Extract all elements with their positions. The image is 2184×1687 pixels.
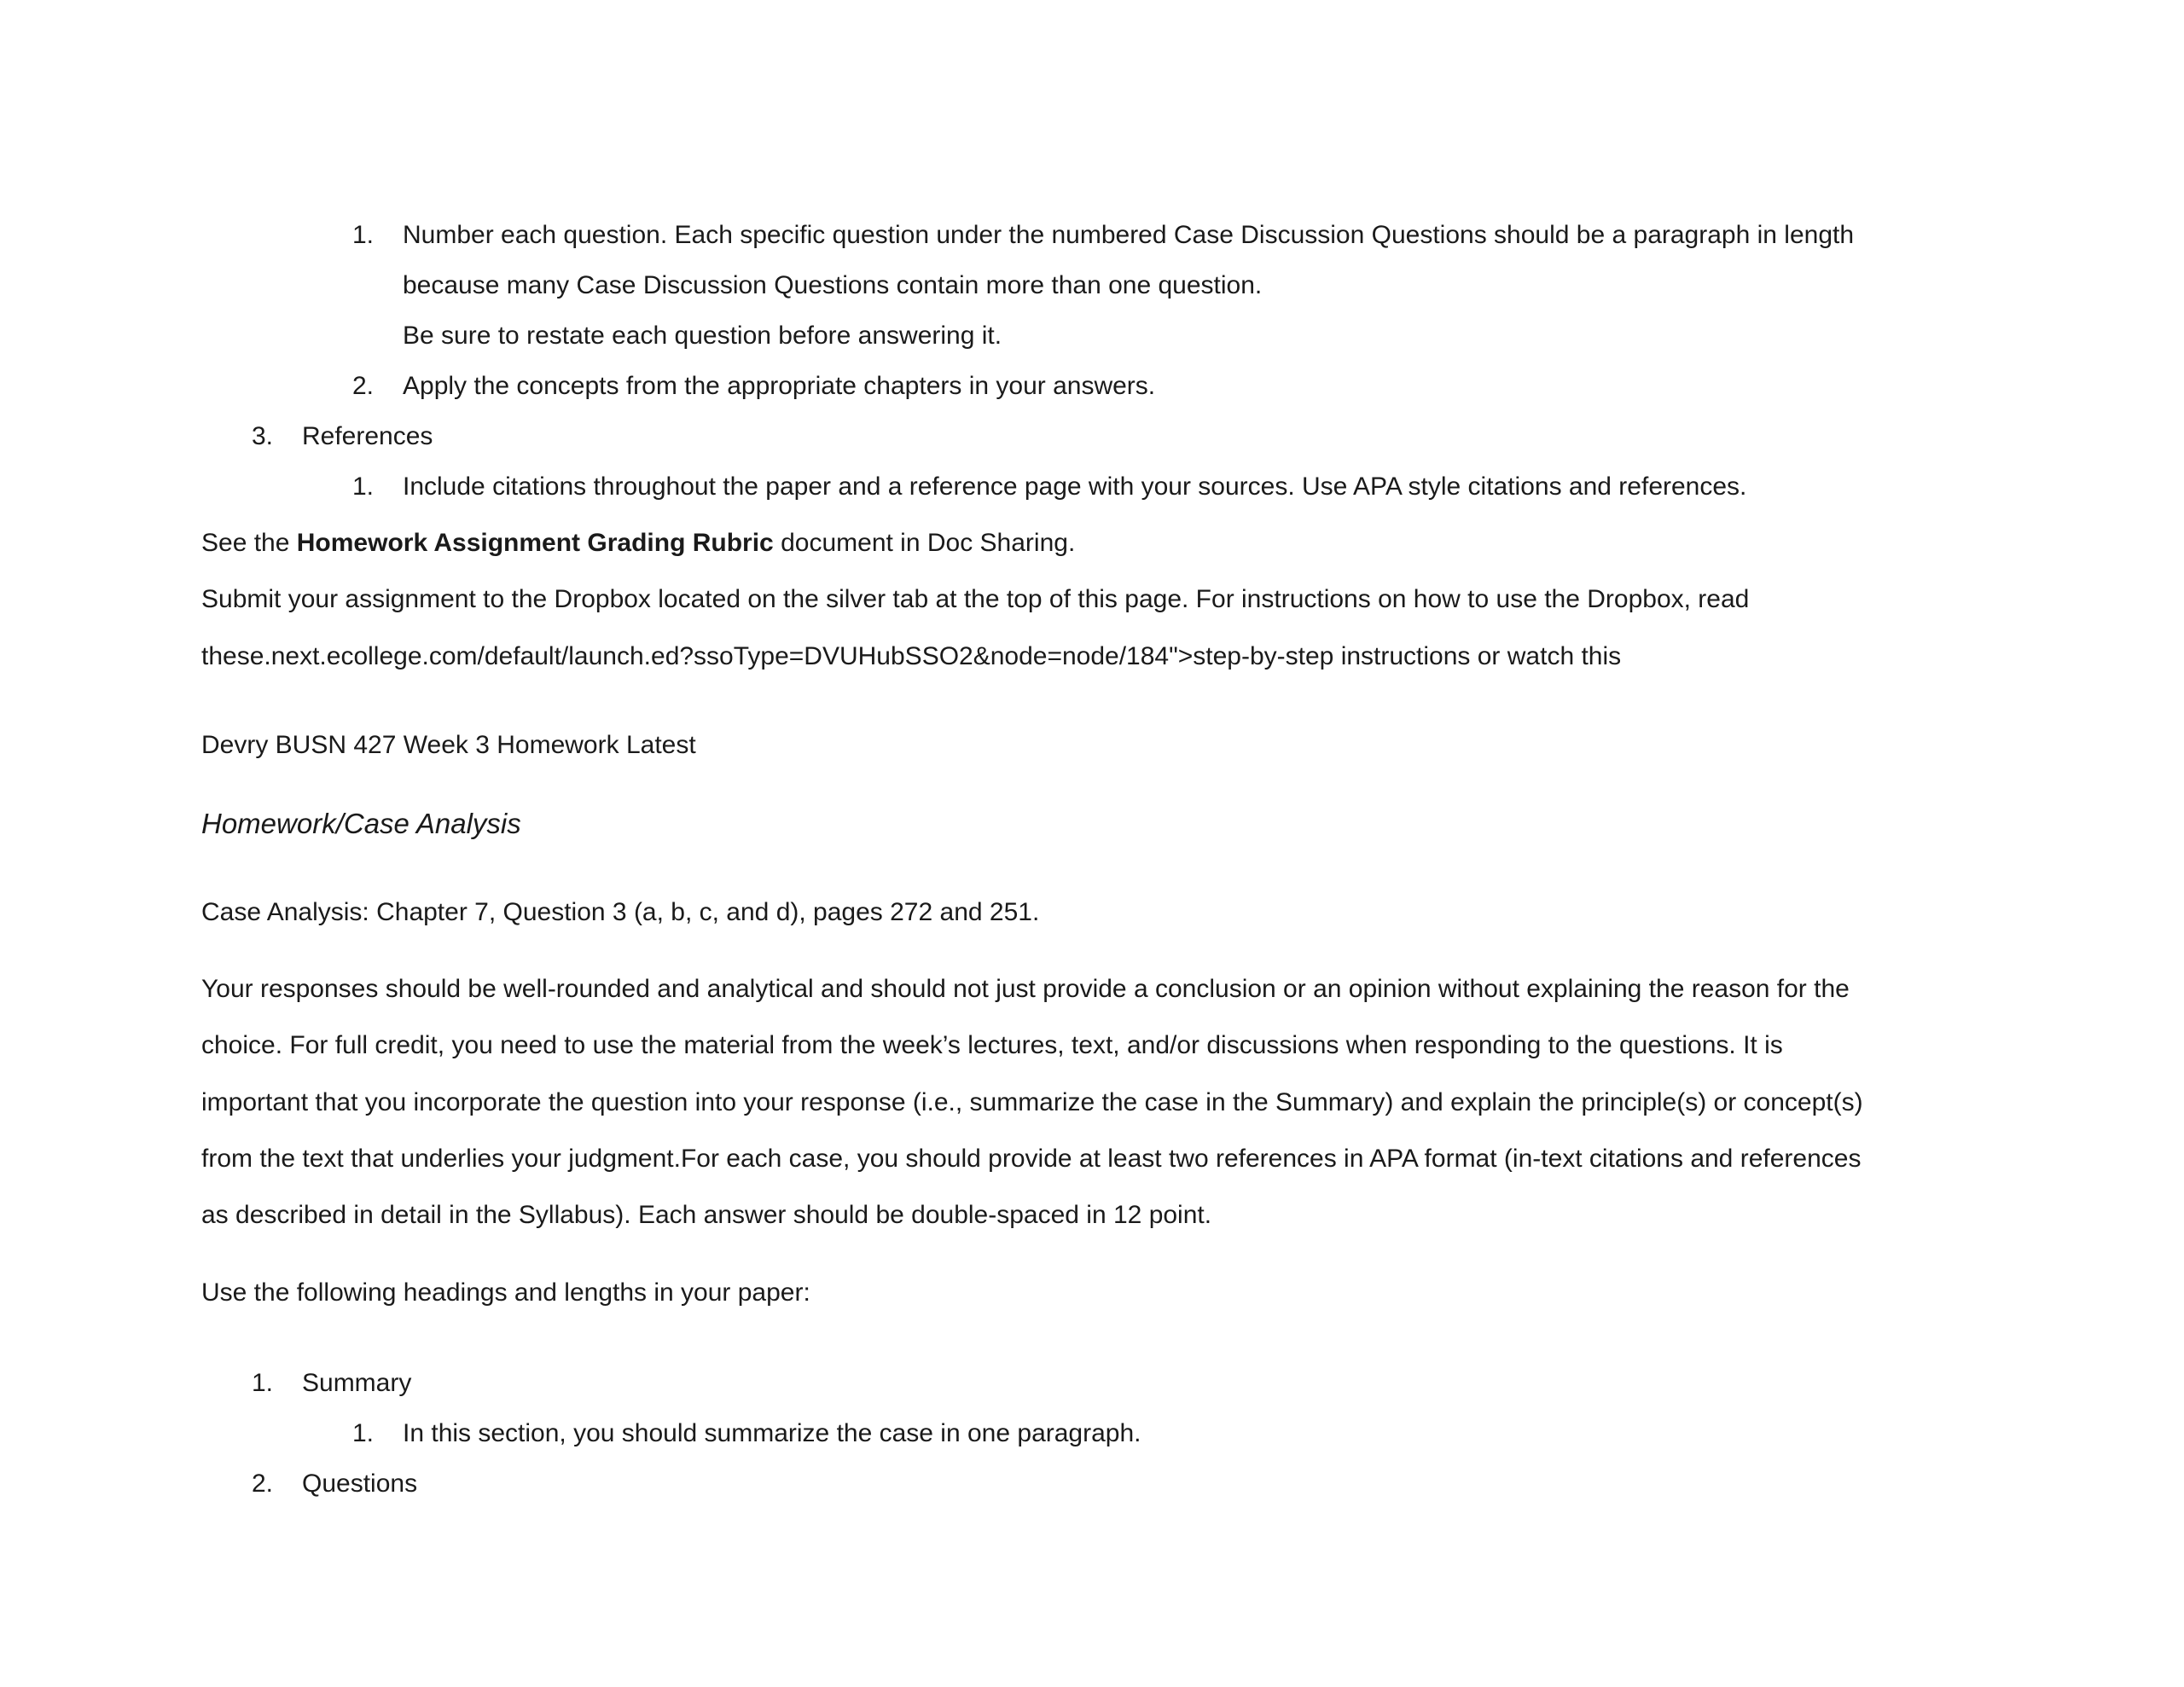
list-number: 1. [352,1419,375,1447]
rubric-note [201,526,1075,560]
paragraph-line: important that you incorporate the question into your response (i.e., summarize the case in the Summary) and explain the principle(s) or concept(s) [201,1088,1863,1116]
rubric-suffix: document in Doc Sharing. [773,529,1076,557]
document-title: Devry BUSN 427 Week 3 Homework Latest [201,731,696,759]
headings-intro: Use the following headings and lengths in your paper: [201,1278,810,1307]
list-item-text: Apply the concepts from the appropriate chapters in your answers. [403,372,1156,400]
list-number: 1. [352,472,375,501]
list-number: 3. [252,422,274,450]
list-number: 2. [352,372,375,400]
list-item-text: Be sure to restate each question before answering it. [403,322,1002,350]
list-item-text: In this section, you should summarize the case in one paragraph. [403,1419,1141,1447]
list-number: 2. [252,1470,274,1498]
submit-instructions: Submit your assignment to the Dropbox located on the silver tab at the top of this page. For instructions on how to use the Dropbox, read [201,585,1750,613]
list-item-text: Number each question. Each specific question under the numbered Case Discussion Questions should be a paragraph in length [403,221,1855,249]
paragraph-line: as described in detail in the Syllabus). Each answer should be double-spaced in 12 point. [201,1201,1212,1229]
rubric-document-name: Homework Assignment Grading Rubric [296,529,774,557]
paragraph-line: choice. For full credit, you need to use the material from the week’s lectures, text, and/or discussions when responding to the questions. It is [201,1031,1783,1059]
case-analysis-line: Case Analysis: Chapter 7, Question 3 (a, b, c, and d), pages 272 and 251. [201,898,1040,926]
list-number: 1. [252,1369,274,1397]
list-number: 1. [352,221,375,249]
submit-instructions-link[interactable]: these.next.ecollege.com/default/launch.ed?ssoType=DVUHubSSO2&node=node/184">step-by-step instructions or watch this [201,642,1622,670]
paragraph-line: Your responses should be well-rounded and analytical and should not just provide a conclusion or an opinion without explaining the reason for the [201,975,1850,1003]
rubric-prefix: See the [201,529,297,557]
list-item-text: Include citations throughout the paper and a reference page with your sources. Use APA style citations and references. [403,472,1747,501]
paragraph-line: from the text that underlies your judgment.For each case, you should provide at least two references in APA format (in-text citations and references [201,1145,1862,1173]
list-item-text: References [302,422,433,450]
list-item-text: because many Case Discussion Questions contain more than one question. [403,271,1263,299]
section-heading: Homework/Case Analysis [201,808,521,839]
list-item-text: Summary [302,1369,412,1397]
list-item-text: Questions [302,1470,418,1498]
